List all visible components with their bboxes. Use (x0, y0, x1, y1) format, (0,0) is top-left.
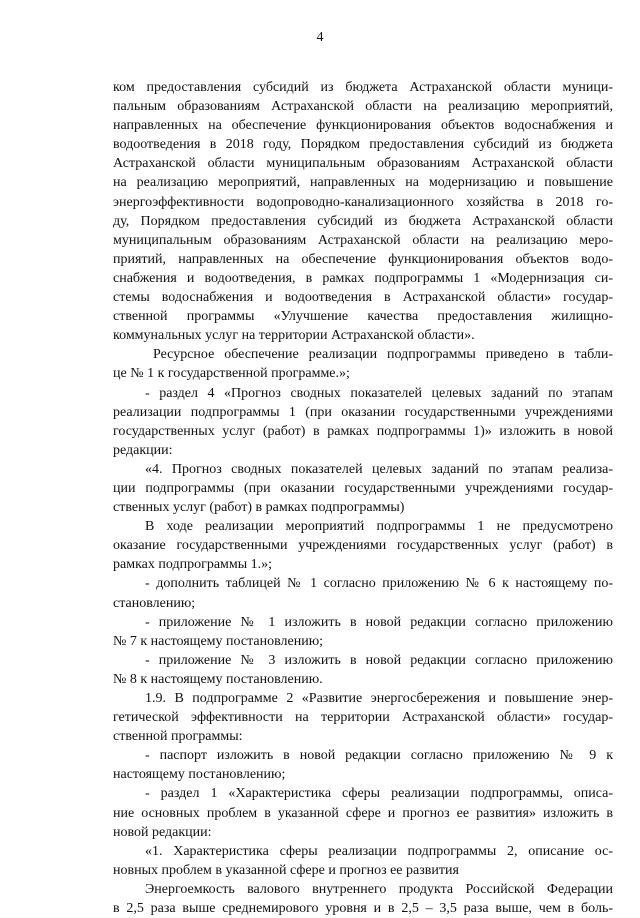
text-line: направленных на обеспечение функционирования объектов водоснабжения и (113, 118, 613, 134)
text-line: гетической эффективности на территории Астраханской области» государ- (113, 710, 613, 726)
text-line: № 8 к настоящему постановлению. (113, 671, 323, 687)
text-line: редакции: (113, 442, 173, 458)
text-line: ции подпрограммы (при оказании государственными учреждениями государ- (113, 480, 613, 496)
text-line: - раздел 4 «Прогноз сводных показателей целевых заданий по этапам (145, 385, 613, 401)
text-line: новных проблем в указанной сфере и прогноз ее развития (113, 862, 459, 878)
text-line: коммунальных услуг на территории Астраханской области». (113, 328, 475, 344)
text-line: - паспорт изложить в новой редакции согласно приложению № 9 к (145, 748, 613, 764)
text-line: ственной программы «Улучшение качества предоставления жилищно- (113, 309, 613, 325)
text-line: № 7 к настоящему постановлению; (113, 633, 324, 649)
text-line: рамках подпрограммы 1.»; (113, 557, 273, 573)
page-number: 4 (316, 30, 324, 45)
text-line: - приложение № 3 изложить в новой редакции согласно приложению (145, 652, 613, 668)
text-line: це № 1 к государственной программе.»; (113, 366, 350, 382)
text-line: в 2,5 раза выше среднемирового уровня и в 2,5 – 3,5 раза выше, чем в боль- (113, 901, 613, 917)
text-line: муниципальным образованиям Астраханской области на реализацию меро- (113, 232, 613, 248)
text-line: оказание государственными учреждениями государственных услуг (работ) в (113, 538, 613, 554)
text-line: - дополнить таблицей № 1 согласно приложению № 6 к настоящему по- (145, 576, 613, 592)
text-line: «1. Характеристика сферы реализации подпрограммы 2, описание ос- (145, 843, 613, 859)
text-line: В ходе реализации мероприятий подпрограммы 1 не предусмотрено (145, 519, 613, 535)
text-line: реализации подпрограммы 1 (при оказании государственными учреждениями (113, 404, 613, 420)
body-text (113, 78, 613, 918)
text-line: Ресурсное обеспечение реализации подпрограммы приведено в табли- (153, 347, 613, 363)
text-line: ственных услуг (работ) в рамках подпрограммы) (113, 500, 405, 516)
text-line: ственной программы: (113, 729, 243, 745)
text-line: ние основных проблем в указанной сфере и прогноз ее развития» изложить в (113, 805, 613, 821)
text-line: водоотведения в 2018 году, Порядком предоставления субсидий из бюджета (113, 137, 613, 153)
text-line: новой редакции: (113, 824, 212, 840)
text-line: настоящему постановлению; (113, 767, 286, 783)
text-line: стемы водоснабжения и водоотведения в Астраханской области» государ- (113, 290, 613, 306)
text-line: - раздел 1 «Характеристика сферы реализации подпрограммы, описа- (145, 786, 613, 802)
text-line: на реализацию мероприятий, направленных на модернизацию и повышение (113, 175, 613, 191)
text-line: становлению; (113, 595, 196, 611)
text-line: государственных услуг (работ) в рамках подпрограммы 1)» изложить в новой (113, 423, 613, 439)
text-line: ду, Порядком предоставления субсидий из бюджета Астраханской области (113, 213, 613, 229)
text-line: «4. Прогноз сводных показателей целевых заданий по этапам реализа- (145, 461, 613, 477)
text-line: Астраханской области муниципальным образованиям Астраханской области (113, 156, 613, 172)
text-line: ком предоставления субсидий из бюджета Астраханской области муници- (113, 80, 613, 95)
text-line: 1.9. В подпрограмме 2 «Развитие энергосбережения и повышение энер- (145, 691, 613, 706)
text-line: пальным образованиям Астраханской области на реализацию мероприятий, (113, 99, 613, 115)
text-line: Энергоемкость валового внутреннего продукта Российской Федерации (145, 881, 613, 897)
text-line: снабжения и водоотведения, в рамках подпрограммы 1 «Модернизация си- (113, 270, 613, 286)
text-line: - приложение № 1 изложить в новой редакции согласно приложению (145, 614, 613, 630)
text-line: энергоэффективности водопроводно-канализационного хозяйства в 2018 го- (113, 194, 613, 210)
text-line: приятий, направленных на обеспечение функционирования объектов водо- (113, 251, 613, 267)
